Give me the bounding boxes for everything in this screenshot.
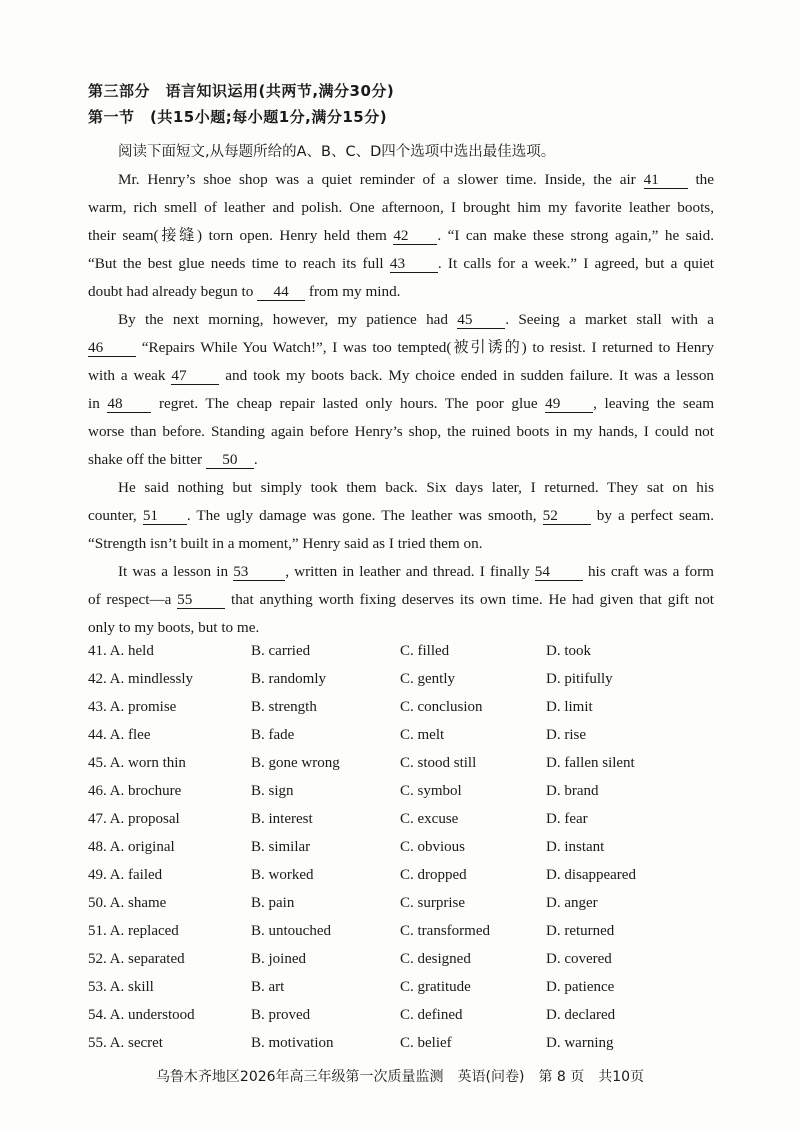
passage-line: “But the best glue needs time to reach its full 43 . It calls for a week.” I agreed, but a quiet [88, 255, 714, 272]
option-text: 48. A. original [88, 839, 175, 855]
blank-46: 46 [88, 340, 136, 357]
passage-line: warm, rich smell of leather and polish. One afternoon, I brought him my favorite leather boots, [88, 199, 714, 216]
option-text: B. sign [251, 783, 294, 799]
option-text: 51. A. replaced [88, 923, 179, 939]
passage-line: doubt had already begun to 44 from my mind. [88, 283, 401, 300]
option-text: C. obvious [400, 839, 466, 855]
blank-53: 53 [233, 564, 285, 581]
option-text: 53. A. skill [88, 979, 154, 995]
option-text: B. worked [251, 867, 314, 883]
option-row-53 [88, 979, 728, 999]
option-text: B. untouched [251, 923, 331, 939]
blank-55: 55 [177, 592, 225, 609]
option-text: D. covered [546, 951, 612, 967]
blank-45: 45 [457, 312, 505, 329]
blank-43: 43 [390, 256, 438, 273]
option-text: C. stood still [400, 755, 477, 771]
blank-41: 41 [644, 172, 688, 189]
blank-49: 49 [545, 396, 593, 413]
passage-line: in 48 regret. The cheap repair lasted only hours. The poor glue 49 , leaving the seam [88, 395, 715, 412]
part-title: 第三部分 语言知识运用(共两节,满分30分) [88, 82, 395, 100]
option-text: C. excuse [400, 811, 459, 827]
option-row-54 [88, 1007, 728, 1027]
option-text: 46. A. brochure [88, 783, 182, 799]
option-text: B. motivation [251, 1035, 334, 1051]
option-text: 50. A. shame [88, 895, 167, 911]
passage-line: with a weak 47 and took my boots back. My choice ended in sudden failure. It was a lesson [88, 367, 715, 384]
passage-line: By the next morning, however, my patience had 45 . Seeing a market stall with a [118, 311, 715, 328]
section-title: 第一节 (共15小题;每小题1分,满分15分) [88, 108, 388, 126]
option-text: 55. A. secret [88, 1035, 163, 1051]
option-text: D. brand [546, 783, 599, 799]
option-text: 44. A. flee [88, 727, 151, 743]
option-text: B. gone wrong [251, 755, 340, 771]
option-text: C. dropped [400, 867, 467, 883]
blank-48: 48 [107, 396, 151, 413]
option-text: C. defined [400, 1007, 463, 1023]
option-text: B. fade [251, 727, 295, 743]
option-row-51 [88, 923, 728, 943]
option-text: C. filled [400, 643, 450, 659]
passage-line: 46 “Repairs While You Watch!”, I was too tempted(被引诱的) to resist. I returned to Henry [88, 339, 715, 356]
option-text: 43. A. promise [88, 699, 177, 715]
option-row-52 [88, 951, 728, 971]
option-text: 45. A. worn thin [88, 755, 186, 771]
passage-line: It was a lesson in 53 , written in leather and thread. I finally 54 his craft was a form [118, 563, 714, 580]
option-text: C. conclusion [400, 699, 483, 715]
page-footer: 乌鲁木齐地区2026年高三年级第一次质量监测 英语(问卷) 第 8 页 共10页 [155, 1069, 645, 1085]
option-text: B. strength [251, 699, 317, 715]
passage-line: their seam(接缝) torn open. Henry held them 42 . “I can make these strong again,” he said. [88, 227, 715, 244]
blank-51: 51 [143, 508, 187, 525]
option-text: 49. A. failed [88, 867, 163, 883]
option-text: C. transformed [400, 923, 490, 939]
option-text: D. patience [546, 979, 615, 995]
option-text: B. carried [251, 643, 311, 659]
blank-54: 54 [535, 564, 583, 581]
option-text: C. symbol [400, 783, 462, 799]
option-text: D. fear [546, 811, 588, 827]
passage-line: Mr. Henry’s shoe shop was a quiet reminder of a slower time. Inside, the air 41 the [118, 171, 715, 188]
option-text: B. randomly [251, 671, 326, 687]
option-text: D. limit [546, 699, 593, 715]
option-text: B. art [251, 979, 285, 995]
option-text: D. returned [546, 923, 615, 939]
option-row-48 [88, 839, 728, 859]
option-text: C. gently [400, 671, 455, 687]
option-row-47 [88, 811, 728, 831]
option-row-45 [88, 755, 728, 775]
passage-line: worse than before. Standing again before Henry’s shop, the ruined boots in my hands, I could not [88, 423, 714, 440]
option-text: D. warning [546, 1035, 614, 1051]
option-text: 42. A. mindlessly [88, 671, 194, 687]
option-text: B. interest [251, 811, 313, 827]
option-text: C. designed [400, 951, 471, 967]
option-row-43 [88, 699, 728, 719]
option-row-49 [88, 867, 728, 887]
option-text: D. instant [546, 839, 605, 855]
instruction: 阅读下面短文,从每题所给的A、B、C、D四个选项中选出最佳选项。 [118, 144, 556, 160]
option-text: B. proved [251, 1007, 311, 1023]
option-text: 41. A. held [88, 643, 154, 659]
blank-42: 42 [393, 228, 437, 245]
option-text: D. anger [546, 895, 598, 911]
passage-line: counter, 51 . The ugly damage was gone. The leather was smooth, 52 by a perfect seam. [88, 507, 715, 524]
blank-44: 44 [257, 284, 305, 301]
option-text: D. took [546, 643, 591, 659]
option-text: D. fallen silent [546, 755, 635, 771]
option-text: D. rise [546, 727, 586, 743]
option-row-55 [88, 1035, 728, 1055]
option-text: D. pitifully [546, 671, 613, 687]
option-row-41 [88, 643, 728, 663]
option-text: B. similar [251, 839, 311, 855]
option-text: 52. A. separated [88, 951, 185, 967]
passage-line: He said nothing but simply took them back. Six days later, I returned. They sat on his [118, 479, 714, 496]
passage-line: shake off the bitter 50 . [88, 451, 258, 468]
option-text: 54. A. understood [88, 1007, 195, 1023]
option-row-50 [88, 895, 728, 915]
option-text: C. melt [400, 727, 445, 743]
option-row-42 [88, 671, 728, 691]
blank-47: 47 [171, 368, 219, 385]
passage-line: of respect—a 55 that anything worth fixing deserves its own time. He had given that gift not [88, 591, 715, 608]
option-row-44 [88, 727, 728, 747]
blank-50: 50 [206, 452, 254, 469]
option-text: C. surprise [400, 895, 465, 911]
option-text: B. pain [251, 895, 295, 911]
option-text: B. joined [251, 951, 306, 967]
option-text: D. declared [546, 1007, 616, 1023]
option-row-46 [88, 783, 728, 803]
blank-52: 52 [543, 508, 591, 525]
passage-line: “Strength isn’t built in a moment,” Henry said as I tried them on. [88, 535, 483, 552]
option-text: C. belief [400, 1035, 452, 1051]
option-text: 47. A. proposal [88, 811, 180, 827]
option-text: C. gratitude [400, 979, 471, 995]
option-text: D. disappeared [546, 867, 636, 883]
passage-line: only to my boots, but to me. [88, 619, 260, 636]
